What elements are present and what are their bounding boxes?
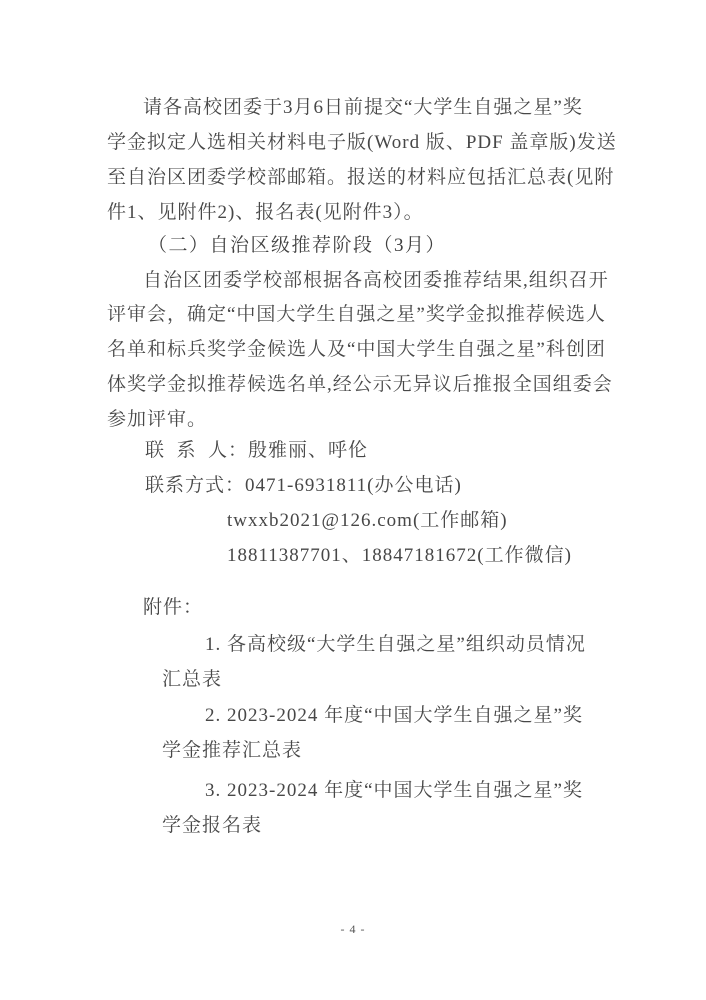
paragraph-submission-line-1: 请各高校团委于3月6日前提交“大学生自强之星”奖 <box>143 97 583 118</box>
paragraph-submission-line-4: 件1、见附件2)、报名表(见附件3）。 <box>107 202 424 223</box>
paragraph-review-line-5: 参加评审。 <box>107 409 208 430</box>
attachment-item-2-line-2: 学金推荐汇总表 <box>162 740 303 761</box>
page-number: - 4 - <box>340 922 366 936</box>
attachment-item-3-line-2: 学金报名表 <box>162 815 263 836</box>
section-heading-region-recommendation: （二）自治区级推荐阶段（3月） <box>148 235 447 256</box>
attachment-item-2-line-1: 2. 2023-2024 年度“中国大学生自强之星”奖 <box>205 705 583 726</box>
paragraph-review-line-4: 体奖学金拟推荐候选名单,经公示无异议后推报全国组委会 <box>107 374 613 395</box>
paragraph-submission-line-2: 学金拟定人选相关材料电子版(Word 版、PDF 盖章版)发送 <box>107 132 617 153</box>
contact-wechat-line: 18811387701、18847181672(工作微信) <box>227 545 572 566</box>
contact-method-phone-line: 联系方式：0471-6931811(办公电话) <box>145 475 462 496</box>
contact-person-line: 联 系 人：殷雅丽、呼伦 <box>145 440 369 461</box>
attachment-item-1-line-2: 汇总表 <box>162 669 223 690</box>
paragraph-submission-line-3: 至自治区团委学校部邮箱。报送的材料应包括汇总表(见附 <box>107 167 615 188</box>
attachment-item-3-line-1: 3. 2023-2024 年度“中国大学生自强之星”奖 <box>205 780 583 801</box>
attachment-item-1-line-1: 1. 各高校级“大学生自强之星”组织动员情况 <box>205 634 586 655</box>
contact-email-line: twxxb2021@126.com(工作邮箱) <box>227 510 508 531</box>
paragraph-review-line-2: 评审会，确定“中国大学生自强之星”奖学金拟推荐候选人 <box>107 304 606 325</box>
paragraph-review-line-1: 自治区团委学校部根据各高校团委推荐结果,组织召开 <box>143 270 609 291</box>
paragraph-review-line-3: 名单和标兵奖学金候选人及“中国大学生自强之星”科创团 <box>107 339 606 360</box>
attachments-label: 附件： <box>143 597 204 618</box>
